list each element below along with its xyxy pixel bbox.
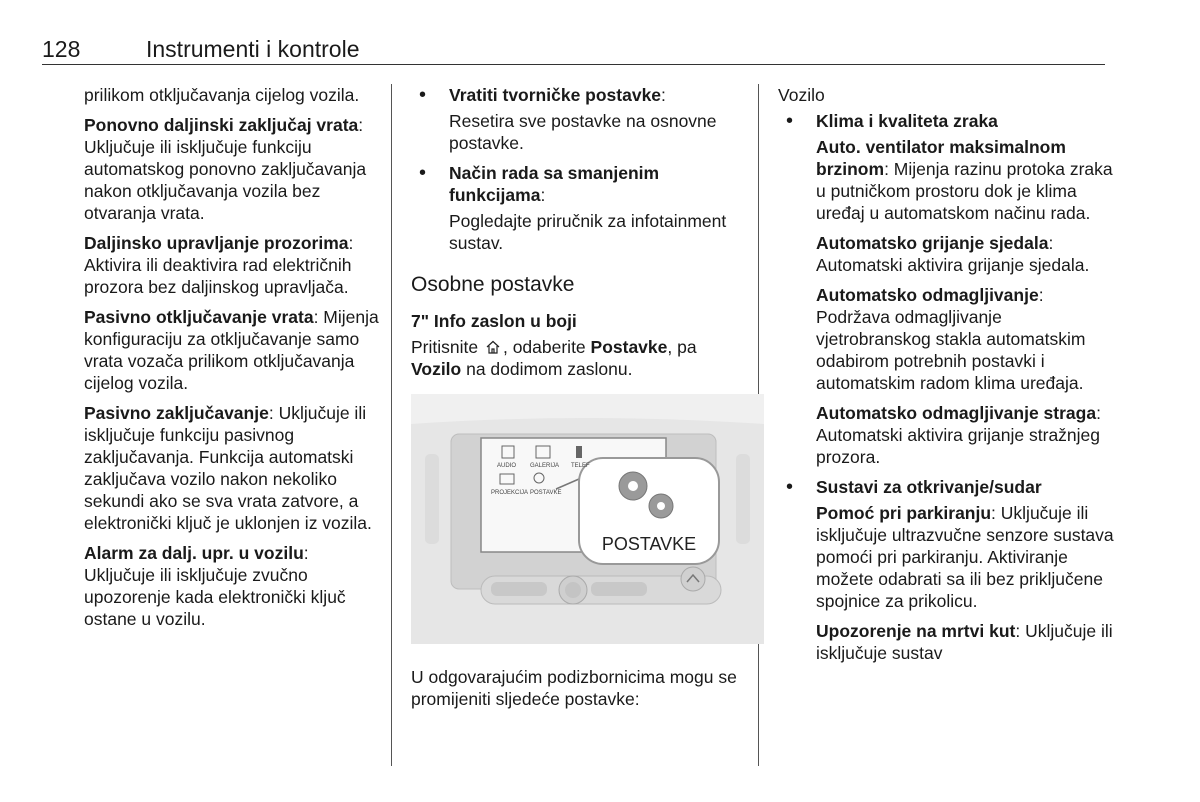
group-climate-title: • Klima i kvaliteta zraka [778,110,1118,132]
item-text: Uključuje ili isključuje zvučno upozorenje kada elektronički ključ ostane u vozilu. [84,565,346,629]
detection-item-0: Pomoć pri parkiranju: Uključuje ili isključuje ultrazvučne senzore sustava pomoći pri parkiranju. Aktiviranje možete odabrati sa ili bez priključene spojnice za prikolicu. [816,503,1114,611]
left-column [84,84,384,638]
icon-label-telefon: TELEF [571,463,590,469]
left-item-0: Ponovno daljinski zaključaj vrata: Uključuje ili isključuje funkciju automatskog ponovno zaključavanja nakon otključavanja vozila bez otvaranja vrata. [84,115,367,223]
bullet-factory-reset: • Vratiti tvorničke postavke: [411,84,741,106]
group-detection-title: • Sustavi za otkrivanje/sudar [778,476,1118,498]
header-rule [42,64,1105,65]
middle-column [411,84,741,718]
chapter-title: Instrumenti i kontrole [146,36,360,62]
page-header [42,36,1104,64]
right-column [778,84,1118,672]
left-item-3: Pasivno zaključavanje: Uključuje ili isključuje funkciju pasivnog zaključavanja. Funkcija automatski zaključava vozilo nakon nekoliko sekundi ako se sva vrata zatvore, a elektronički ključ je uklonjen iz vozila. [84,403,372,533]
icon-label-galerija: GALERIJA [530,463,560,469]
item-text: Mijenja konfiguraciju za otključavanje samo vrata vozača prilikom otključavanja cijelog vozila. [84,307,379,393]
detection-item-1: Upozorenje na mrtvi kut: Uključuje ili isključuje sustav [816,621,1113,663]
climate-item-2: Automatsko odmagljivanje: Podržava odmagljivanje vjetrobranskog stakla automatskim odabirom potrebnih postavki i automatskim radom klima uređaja. [816,285,1086,393]
infotainment-illustration [411,394,764,644]
section-heading: Osobne postavke [411,273,575,296]
bullet-factory-reset-text: Resetira sve postavke na osnovne postavke. [449,111,717,153]
left-item-4: Alarm za dalj. upr. u vozilu: Uključuje ili isključuje zvučno upozorenje kada elektronički ključ ostane u vozilu. [84,543,346,629]
callout-label: POSTAVKE [601,534,697,554]
icon-label-audio: AUDIO [497,463,517,469]
item-term: Pasivno otključavanje vrata [84,307,314,327]
item-text: Uključuje ili isključuje funkciju pasivnog zaključavanja. Funkcija automatski zaključava vozilo nakon nekoliko sekundi ako se sva vrata zatvore, a elektronički ključ je uklonjen iz vozila. [84,403,372,533]
item-text: Aktivira ili deaktivira rad električnih prozora bez daljinskog upravljača. [84,255,352,297]
item-text: Uključuje ili isključuje funkciju automatskog ponovno zaključavanja nakon otključavanja vozila bez otvaranja vrata. [84,137,367,223]
home-icon [485,339,501,355]
left-item-2: Pasivno otključavanje vrata: Mijenja konfiguraciju za otključavanje samo vrata vozača prilikom otključavanja cijelog vozila. [84,307,379,393]
climate-item-3: Automatsko odmagljivanje straga: Automatski aktivira grijanje stražnjeg prozora. [816,403,1101,467]
item-term: Alarm za dalj. upr. u vozilu [84,543,304,563]
page-number: 128 [42,36,81,62]
left-item-1: Daljinsko upravljanje prozorima: Aktivira ili deaktivira rad električnih prozora bez daljinskog upravljača. [84,233,354,297]
vehicle-heading: Vozilo [778,85,825,105]
item-term: Ponovno daljinski zaključaj vrata [84,115,359,135]
icon-label-postavke: POSTAVKE [530,490,562,496]
outro-text: U odgovarajućim podizbornicima mogu se promijeniti sljedeće postavke: [411,667,737,709]
left-intro: prilikom otključavanja cijelog vozila. [84,85,360,105]
bullet-reduced-mode-text: Pogledajte priručnik za infotainment sustav. [449,211,727,253]
item-term: Daljinsko upravljanje prozorima [84,233,349,253]
climate-item-1: Automatsko grijanje sjedala: Automatski aktivira grijanje sjedala. [816,233,1090,275]
instruction-text: Pritisnite , odaberite Postavke, pa Vozilo na dodimom zaslonu. [411,337,697,379]
item-term: Pasivno zaključavanje [84,403,269,423]
bullet-reduced-mode: • Način rada sa smanjenim funkcijama: [411,162,741,206]
climate-item-0: Auto. ventilator maksimalnom brzinom: Mijenja razinu protoka zraka u putničkom prostoru dok je klima uređaj u automatskom načinu rada. [816,137,1113,223]
subsection-heading: 7" Info zaslon u boji [411,311,577,331]
icon-label-projekcija: PROJEKCIJA [491,490,529,496]
column-divider-left [391,84,392,766]
